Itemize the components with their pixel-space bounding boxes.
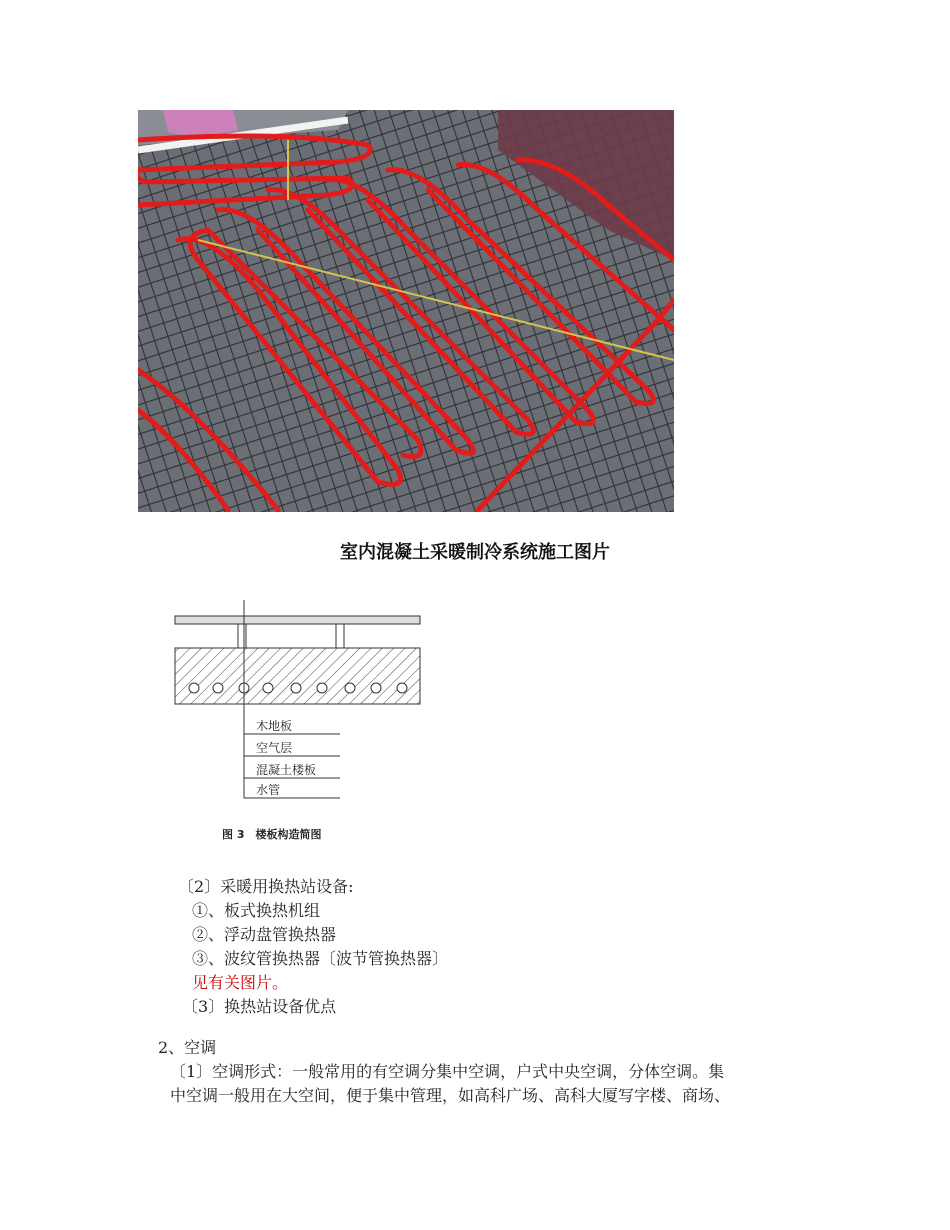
diagram-label-air-layer: 空气层	[256, 741, 293, 755]
diagram-label-wood-floor: 木地板	[256, 719, 293, 733]
diagram-label-concrete-slab: 混凝土楼板	[256, 763, 317, 777]
floor-heating-construction-photo	[138, 110, 674, 512]
ac-paragraph-line-2: 中空调一般用在大空间，便于集中管理，如高科广场、高科大厦写字楼、商场、	[170, 1086, 731, 1105]
figure-1-caption: 室内混凝土采暖制冷系统施工图片	[340, 542, 610, 563]
floor-structure-diagram	[170, 600, 440, 850]
ac-paragraph-line-1: 〔1〕空调形式：一般常用的有空调分集中空调，户式中央空调，分体空调。集	[170, 1062, 725, 1081]
diagram-caption: 图 3 楼板构造简图	[222, 828, 322, 841]
see-related-images-note: 见有关图片。	[192, 973, 289, 992]
heat-station-item-3: ③、波纹管换热器〔波节管换热器〕	[192, 949, 449, 968]
section-heading-air-conditioning: 2、空调	[158, 1038, 217, 1057]
diagram-label-water-pipe: 水管	[256, 783, 281, 797]
heat-station-advantages: 〔3〕换热站设备优点	[182, 997, 337, 1016]
heat-station-item-1: ①、板式换热机组	[192, 901, 321, 920]
heat-station-item-2: ②、浮动盘管换热器	[192, 925, 337, 944]
heat-station-title: 〔2〕采暖用换热站设备:	[178, 877, 354, 896]
